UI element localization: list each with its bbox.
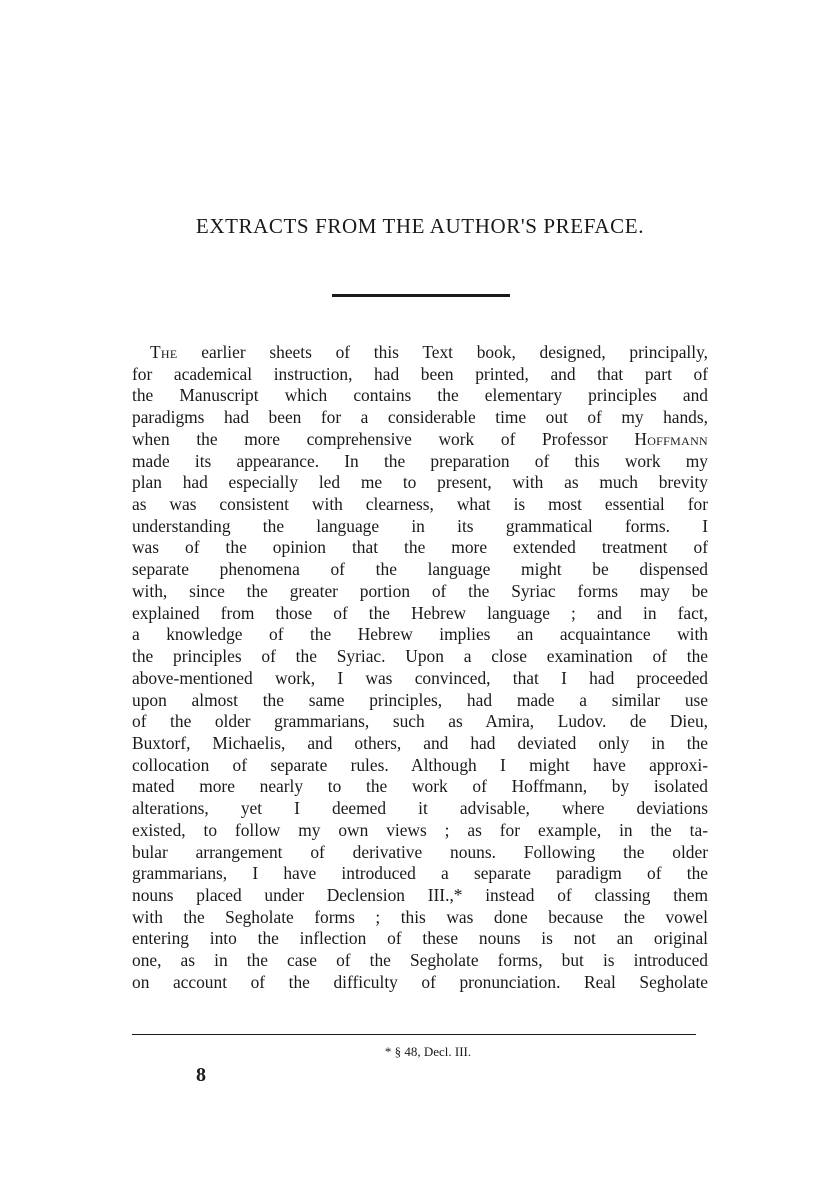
text-line: bular arrangement of derivative nouns. Following the older (132, 841, 708, 862)
text-line: explained from those of the Hebrew language ; and in fact, (132, 602, 708, 623)
text-line: a knowledge of the Hebrew implies an acquaintance with (132, 624, 708, 645)
text-line: on account of the difficulty of pronunciation. Real Segholate (132, 971, 708, 992)
page-title: EXTRACTS FROM THE AUTHOR'S PREFACE. (195, 214, 645, 238)
text-line: separate phenomena of the language might be dispensed (132, 559, 708, 580)
text-line-rest: earlier sheets of this Text book, designed, principally, (177, 342, 708, 362)
text-line: Buxtorf, Michaelis, and others, and had deviated only in the (132, 732, 708, 753)
footnote-divider (132, 1034, 696, 1035)
text-line: with, since the greater portion of the Syriac forms may be (132, 580, 708, 601)
preface-paragraph (132, 342, 708, 994)
text-line: made its appearance. In the preparation of this work my (132, 450, 708, 471)
text-line (132, 429, 708, 451)
text-line: for academical instruction, had been printed, and that part of (132, 363, 708, 384)
text-line: understanding the language in its grammatical forms. I (132, 515, 708, 536)
heading-divider (332, 294, 510, 297)
text-line: plan had especially led me to present, with as much brevity (132, 472, 708, 493)
text-line: alterations, yet I deemed it advisable, where deviations (132, 798, 708, 819)
text-line: of the older grammarians, such as Amira, Ludov. de Dieu, (132, 711, 708, 732)
text-line: as was consistent with clearness, what is most essential for (132, 494, 708, 515)
text-line: nouns placed under Declension III.,* instead of classing them (132, 884, 708, 905)
author-name: Hoffmann (634, 428, 708, 449)
text-line: upon almost the same principles, had made a similar use (132, 689, 708, 710)
text-line: mated more nearly to the work of Hoffmann, by isolated (132, 776, 708, 797)
drop-word: The (150, 342, 178, 362)
signature-mark: 8 (196, 1064, 206, 1086)
text-line: collocation of separate rules. Although I might have approxi- (132, 754, 708, 775)
text-line-start: when the more comprehensive work of Professor (132, 428, 635, 449)
text-line: with the Segholate forms ; this was done because the vowel (132, 906, 708, 927)
text-line: was of the opinion that the more extended treatment of (132, 537, 708, 558)
text-line: the principles of the Syriac. Upon a close examination of the (132, 646, 708, 667)
text-line: above-mentioned work, I was convinced, that I had proceeded (132, 667, 708, 688)
footnote: * § 48, Decl. III. (384, 1044, 472, 1059)
text-line (132, 342, 708, 364)
text-line: one, as in the case of the Segholate forms, but is introduced (132, 950, 708, 971)
text-line: paradigms had been for a considerable time out of my hands, (132, 407, 708, 428)
text-line: grammarians, I have introduced a separate paradigm of the (132, 863, 708, 884)
text-line: the Manuscript which contains the elementary principles and (132, 385, 708, 406)
text-line: existed, to follow my own views ; as for example, in the ta- (132, 819, 708, 840)
text-line: entering into the inflection of these nouns is not an original (132, 928, 708, 949)
